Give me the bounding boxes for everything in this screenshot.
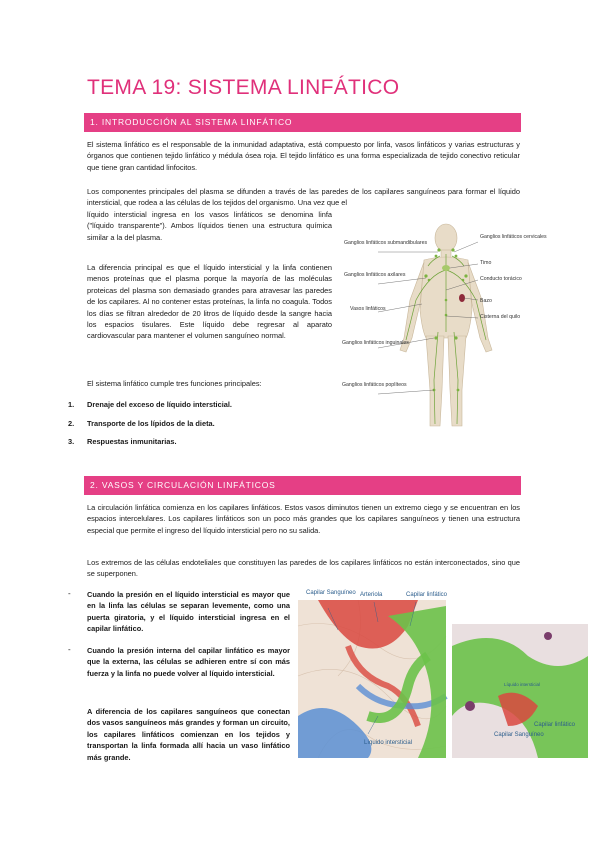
- figure-label: Ganglios linfáticos submandibulares: [344, 240, 428, 246]
- bullet-item: Cuando la presión en el líquido intersticial es mayor que en la linfa las células se separan levemente, como una puerta giratoria, y el líquido intersticial ingresa en el capilar linfático.: [87, 590, 290, 634]
- paragraph-diferencia: La diferencia principal es que el líquido intersticial y la linfa contienen menos proteínas que el plasma porque la mayoría de las moléculas proteicas del plasma son demasiado grandes para atravesar las paredes de los capilares. Al no contener estas proteínas, la linfa no coagula. Todos los días se filtran alrededor de 20 litros de líquido desde la sangre hacia los espacios tisulares. Este líquido debe regresar al aparato cardiovascular para mantener el volumen sanguíneo normal.: [87, 263, 332, 341]
- figure-label: Capilar linfático: [406, 592, 448, 598]
- paragraph-intro: El sistema linfático es el responsable de la inmunidad adaptativa, está compuesto por linfa, vasos linfáticos y varias estructuras y órganos que contienen tejido linfático y médula ósea roja. El tejido linfático es una forma especializada de tejido conectivo reticular que tiene gran cantidad linfocitos.: [87, 140, 520, 172]
- page-title: TEMA 19: SISTEMA LINFÁTICO: [87, 76, 400, 99]
- bullet-item: Cuando la presión interna del capilar linfático es mayor que la externa, las células se adhieren entre sí con más fuerza y la linfa no puede volver al líquido intersticial.: [87, 646, 290, 678]
- list-number: 1.: [68, 400, 75, 409]
- bullet-dash: -: [68, 645, 71, 654]
- figure-label: Líquido intersticial: [364, 740, 413, 746]
- section-heading-introduccion: 1. INTRODUCCIÓN AL SISTEMA LINFÁTICO: [84, 113, 521, 132]
- paragraph-circulacion: La circulación linfática comienza en los capilares linfáticos. Estos vasos diminutos tienen un extremo ciego y se encuentran en los espacios intercelulares. Los capilares linfáticos son un poco más grandes que los capilares sanguíneos y tienen una estructura especial que permite el ingreso del líquido intersticial pero no su salida.: [87, 503, 520, 535]
- paragraph-linfa: líquido intersticial ingresa en los vasos linfáticos se denomina linfa ("líquido transparente"). Ambos líquidos tienen una estructura química similar a la del plasma.: [87, 210, 332, 242]
- figure-label: Vasos linfáticos: [350, 306, 386, 312]
- section-heading-vasos: 2. VASOS Y CIRCULACIÓN LINFÁTICOS: [84, 476, 521, 495]
- list-item: Transporte de los lípidos de la dieta.: [87, 419, 215, 428]
- figure-label: Capilar Sanguíneo: [494, 732, 544, 738]
- figure-label: Conducto torácico: [480, 276, 522, 282]
- figure-label: Capilar linfático: [534, 722, 576, 728]
- list-number: 2.: [68, 419, 75, 428]
- figure-label: Líquido intersticial: [504, 682, 541, 687]
- list-item: Drenaje del exceso de líquido intersticial.: [87, 400, 232, 409]
- figure-label: Arteriola: [360, 592, 383, 598]
- paragraph-plasma: Los componentes principales del plasma se difunden a través de las paredes de los capilares sanguíneos para formar el líquido intersticial, que rodea a las células de los tejidos del organismo. Una vez que el: [87, 187, 520, 208]
- figure-label: Capilar Sanguíneo: [306, 590, 356, 596]
- paragraph-diferencia-capilares: A diferencia de los capilares sanguíneos que conectan dos vasos sanguíneos más grandes y forman un circuito, los capilares linfáticos comienzan en los tejidos y transportan la linfa formada allí hacia un vaso linfático más grande.: [87, 707, 290, 762]
- figure-label: Ganglios linfáticos inguinales: [342, 340, 409, 346]
- figure-label: Ganglios linfáticos axilares: [344, 272, 406, 278]
- list-number: 3.: [68, 437, 75, 446]
- figure-label: Timo: [480, 260, 492, 266]
- paragraph-funciones: El sistema linfático cumple tres funciones principales:: [87, 379, 262, 388]
- paragraph-endoteliales: Los extremos de las células endoteliales que constituyen las paredes de los capilares linfáticos no están interconectados, sino que se superponen.: [87, 558, 520, 579]
- figure-label: Cisterna del quilo: [480, 314, 521, 320]
- lymphatic-system-figure: [338, 220, 547, 438]
- capillaries-figure: [298, 586, 588, 761]
- figure-label: Ganglios linfáticos poplíteos: [342, 382, 407, 388]
- figure-label: Bazo: [480, 298, 492, 304]
- bullet-dash: -: [68, 589, 71, 598]
- figure-label: Ganglios linfáticos cervicales: [480, 234, 547, 240]
- list-item: Respuestas inmunitarias.: [87, 437, 177, 446]
